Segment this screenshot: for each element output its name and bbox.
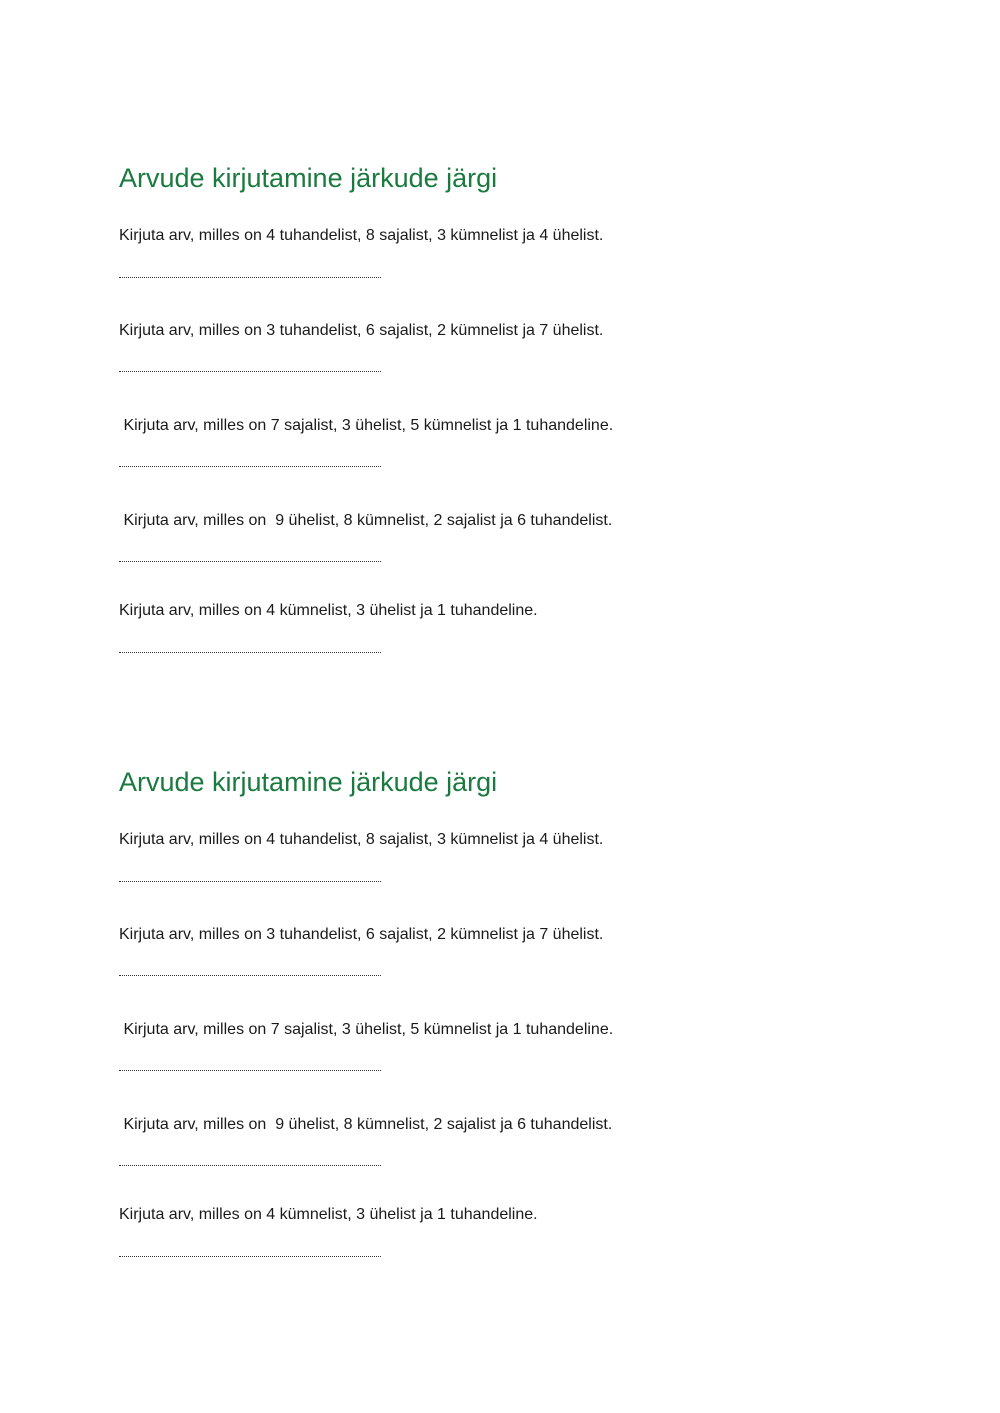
question-4: Kirjuta arv, milles on 9 ühelist, 8 kümnelist, 2 sajalist ja 6 tuhandelist. (119, 512, 613, 529)
answer-line-3[interactable] (119, 1070, 381, 1071)
question-3: Kirjuta arv, milles on 7 sajalist, 3 ühelist, 5 kümnelist ja 1 tuhandeline. (119, 417, 614, 434)
worksheet-2 (119, 766, 879, 1223)
answer-line-4[interactable] (119, 1165, 381, 1166)
answer-line-1[interactable] (119, 881, 381, 882)
worksheet-title: Arvude kirjutamine järkude järgi (119, 163, 498, 193)
question-1: Kirjuta arv, milles on 4 tuhandelist, 8 sajalist, 3 kümnelist ja 4 ühelist. (119, 227, 604, 244)
answer-line-2[interactable] (119, 371, 381, 372)
answer-line-1[interactable] (119, 277, 381, 278)
question-2: Kirjuta arv, milles on 3 tuhandelist, 6 sajalist, 2 kümnelist ja 7 ühelist. (119, 322, 604, 339)
question-3: Kirjuta arv, milles on 7 sajalist, 3 ühelist, 5 kümnelist ja 1 tuhandeline. (119, 1021, 614, 1038)
question-4: Kirjuta arv, milles on 9 ühelist, 8 kümnelist, 2 sajalist ja 6 tuhandelist. (119, 1116, 613, 1133)
answer-line-5[interactable] (119, 652, 381, 653)
question-1: Kirjuta arv, milles on 4 tuhandelist, 8 sajalist, 3 kümnelist ja 4 ühelist. (119, 831, 604, 848)
answer-line-3[interactable] (119, 466, 381, 467)
worksheet-title: Arvude kirjutamine järkude järgi (119, 767, 498, 797)
question-5: Kirjuta arv, milles on 4 kümnelist, 3 ühelist ja 1 tuhandeline. (119, 1206, 538, 1223)
answer-line-5[interactable] (119, 1256, 381, 1257)
worksheet-1 (119, 162, 879, 619)
question-5: Kirjuta arv, milles on 4 kümnelist, 3 ühelist ja 1 tuhandeline. (119, 602, 538, 619)
question-2: Kirjuta arv, milles on 3 tuhandelist, 6 sajalist, 2 kümnelist ja 7 ühelist. (119, 926, 604, 943)
answer-line-2[interactable] (119, 975, 381, 976)
answer-line-4[interactable] (119, 561, 381, 562)
